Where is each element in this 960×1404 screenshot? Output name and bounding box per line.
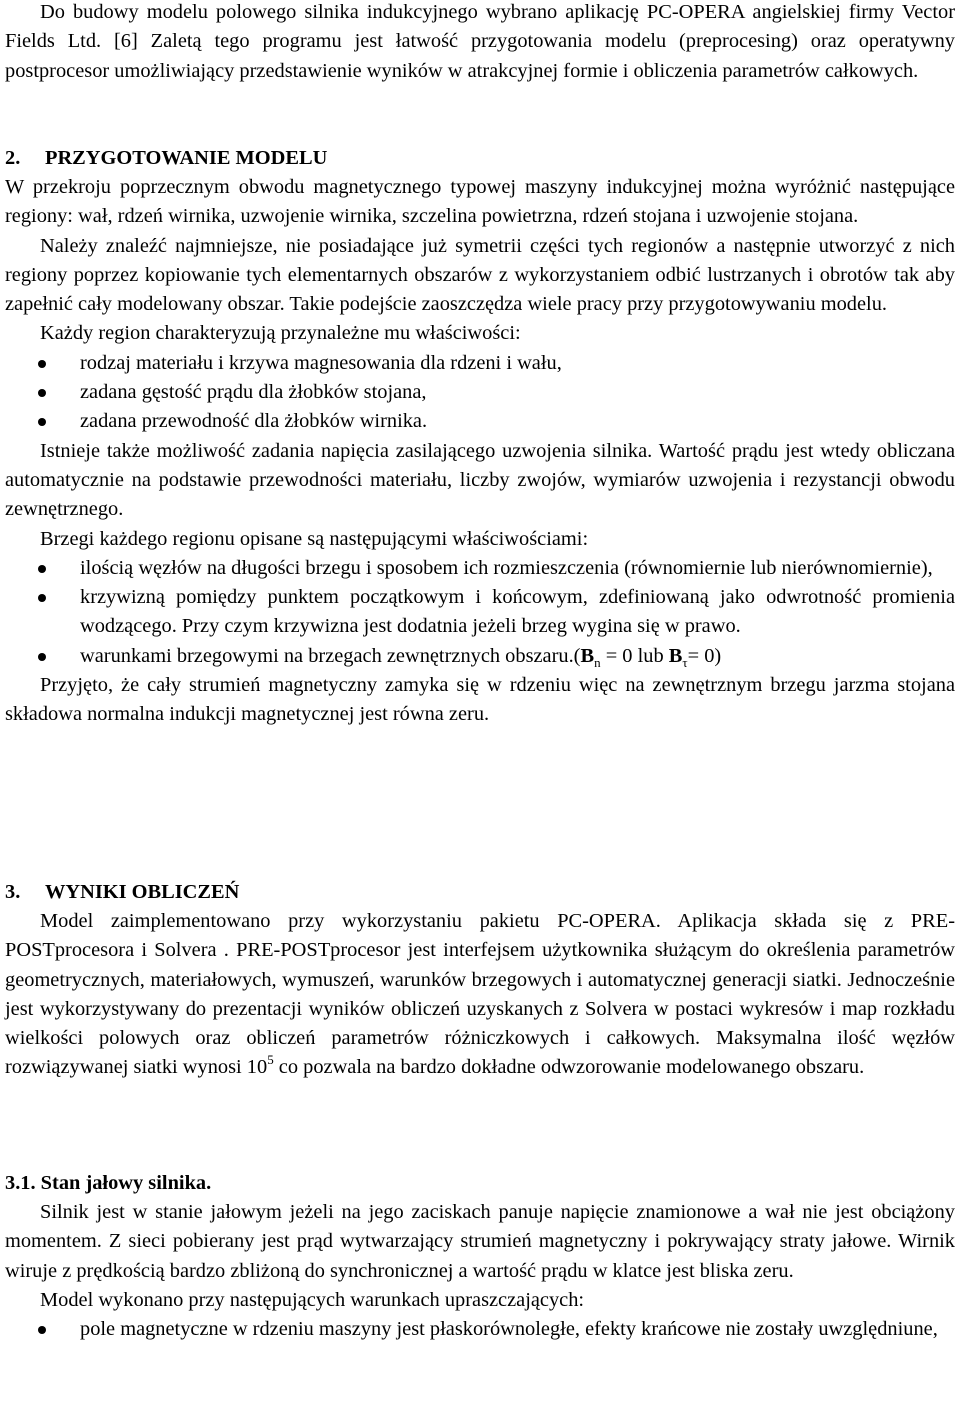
section-3-title: WYNIKI OBLICZEŃ <box>45 881 240 903</box>
list-item: ilością węzłów na długości brzegu i sposobem ich rozmieszczenia (równomiernie lub nierównomiernie), <box>5 554 955 583</box>
list-item: pole magnetyczne w rdzeniu maszyny jest płaskorównoległe, efekty krańcowe nie zostały uwzględniune, <box>5 1315 955 1344</box>
bullet-icon <box>38 360 46 368</box>
section-2-paragraph-6: Przyjęto, że cały strumień magnetyczny zamyka się w rdzeniu więc na zewnętrznym brzegu jarzma stojana składowa normalna indukcji magnetycznej jest równa zeru. <box>5 674 955 726</box>
properties-list <box>5 349 955 437</box>
boundary-list <box>5 554 955 671</box>
section-2-number: 2. <box>5 147 21 169</box>
bullet-icon <box>38 565 46 573</box>
list-item: zadana przewodność dla żłobków wirnika. <box>5 407 955 436</box>
list-item: warunkami brzegowymi na brzegach zewnętrznych $obszaru.(B_n = 0$ lub $B_\tau= 0$) <box>5 642 955 671</box>
assumptions-list <box>5 1315 955 1344</box>
section-3-1-body <box>5 1198 955 1344</box>
section-2-body <box>5 173 955 730</box>
section-2-paragraph-1: W przekroju poprzecznym obwodu magnetycznego typowej maszyny indukcyjnej można wyróżnić następujące regiony: wał, rdzeń wirnika, uzwojenie wirnika, szczelina powietrzna, rdzeń stojana i uzwojenie stojana. <box>5 176 955 228</box>
section-2-title: PRZYGOTOWANIE MODELU <box>45 147 328 169</box>
list-item: zadana gęstość prądu dla żłobków stojana, <box>5 378 955 407</box>
list-item: rodzaj materiału i krzywa magnesowania dla rdzeni i wału, <box>5 349 955 378</box>
bullet-icon <box>38 418 46 426</box>
intro-paragraph: Do budowy modelu polowego silnika indukcyjnego wybrano aplikację PC-OPERA angielskiej firmy Vector Fields Ltd. [6] Zaletą tego programu jest łatwość przygotowania modelu (preprocesing) oraz operatywny postprocesor umożliwiający przedstawienie wyników w atrakcyjnej formie i obliczenia parametrów całkowych. <box>5 1 955 82</box>
section-3-number: 3. <box>5 881 21 903</box>
bullet-icon <box>38 1326 46 1334</box>
bullet-icon <box>38 653 46 661</box>
section-2-paragraph-5: Brzegi każdego regionu opisane są następującymi właściwościami: <box>40 527 589 550</box>
list-item: krzywizną pomiędzy punktem początkowym i końcowym, zdefiniowaną jako odwrotność promienia wodzącego. Przy czym krzywizna jest dodatnia jeżeli brzeg wygina się w prawo. <box>5 583 955 642</box>
section-3-heading <box>5 878 955 907</box>
bullet-icon <box>38 389 46 397</box>
section-3-1-paragraph-1: Silnik jest w stanie jałowym jeżeli na jego zaciskach panuje napięcie znamionowe a wał nie jest obciążony momentem. Z sieci pobierany jest prąd wytwarzający strumień magnetyczny i pokrywający straty jałowe. Wirnik wiruje z prędkością bardzo zbliżoną do synchronicznej a wartość prądu w klatce jest bliska zeru. <box>5 1201 955 1282</box>
section-2-paragraph-2: Należy znaleźć najmniejsze, nie posiadające już symetrii części tych regionów a następnie utworzyć z nich regiony poprzez kopiowanie tych elementarnych obszarów z wykorzystaniem odbić lustrzanych i obrotów tak aby zapełnić cały modelowany obszar. Takie podejście zaoszczędza wiele pracy przy przygotowywaniu modelu. <box>5 234 955 316</box>
section-3-1-heading: 3.1. Stan jałowy silnika. <box>5 1172 212 1194</box>
section-3-1-paragraph-2: Model wykonano przy następujących warunkach upraszczających: <box>40 1288 585 1311</box>
bullet-icon <box>38 594 46 602</box>
section-2-paragraph-3: Każdy region charakteryzują przynależne mu właściwości: <box>40 322 521 345</box>
section-3-paragraph-1: Model zaimplementowano przy wykorzystaniu pakietu PC-OPERA. Aplikacja składa się z PRE-POSTprocesora i Solvera . PRE-POSTprocesor jest interfejsem użytkownika służącym do określenia parametrów geometrycznych, materiałowych, wymuszeń, warunków brzegowych i automatycznej generacji siatki. Jednocześnie jest wykorzystywany do prezentacji wyników obliczeń uzyskanych z Solvera w postaci wykresów i map rozkładu wielkości polowych oraz obliczeń parametrów różniczkowych i całkowych. Maksymalna ilość węzłów rozwiązywanej siatki wynosi $10^5$ co pozwala na bardzo dokładne odwzorowanie modelowanego obszaru. <box>5 910 955 1079</box>
section-2-heading <box>5 144 955 173</box>
section-2-paragraph-4: Istnieje także możliwość zadania napięcia zasilającego uzwojenia silnika. Wartość prądu jest wtedy obliczana automatycznie na podstawie przewodności materiału, liczby zwojów, wymiarów uzwojenia i rezystancji obwodu zewnętrznego. <box>5 439 955 521</box>
